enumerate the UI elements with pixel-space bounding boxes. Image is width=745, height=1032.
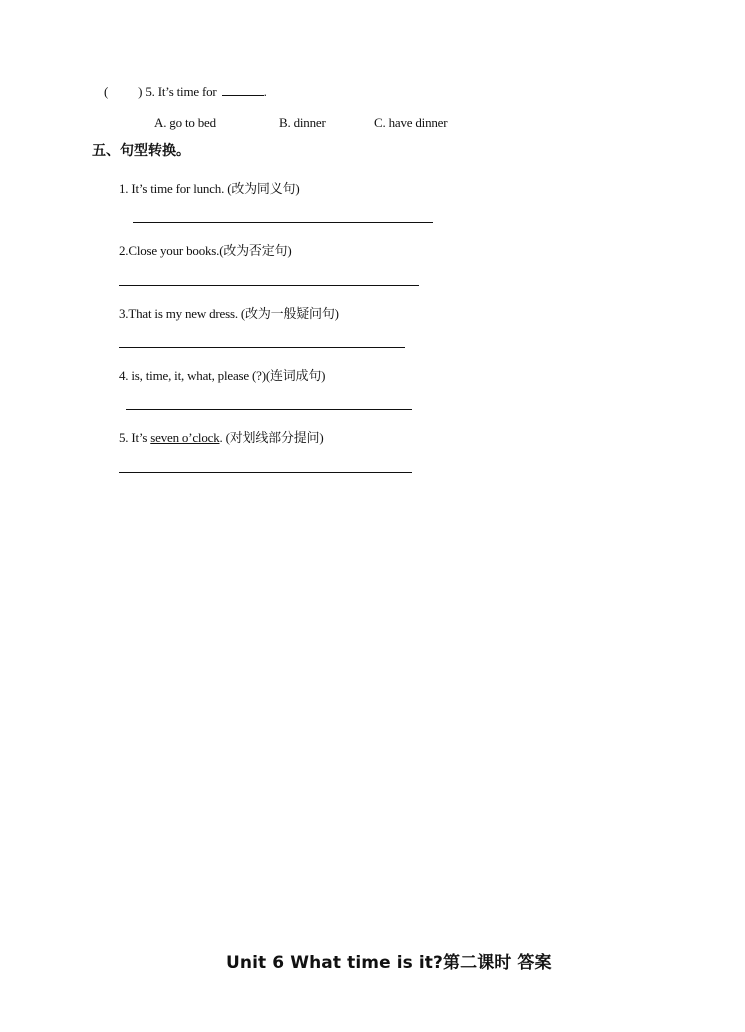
transform-item-2 xyxy=(119,240,291,259)
item-text-suffix: . (对划线部分提问) xyxy=(219,430,324,445)
answer-key-title: Unit 6 What time is it?第二课时 答案 xyxy=(226,953,552,973)
option-a: A. go to bed xyxy=(154,115,216,130)
answer-line-4[interactable] xyxy=(126,409,412,410)
answer-paren-close: ) xyxy=(138,84,143,99)
option-b: B. dinner xyxy=(279,115,326,130)
answer-line-2[interactable] xyxy=(119,285,419,286)
underlined-part: seven o’clock xyxy=(150,430,220,445)
section-title: 五、句型转换。 xyxy=(92,143,190,159)
answer-line-1[interactable] xyxy=(133,222,433,223)
question-5-stem xyxy=(104,84,267,100)
item-text: 1. It’s time for lunch. (改为同义句) xyxy=(119,181,300,196)
answer-paren-open: ( xyxy=(104,84,109,99)
question-stem-end: . xyxy=(263,84,267,99)
item-text: 2.Close your books.(改为否定句) xyxy=(119,243,292,258)
item-text: 3.That is my new dress. (改为一般疑问句) xyxy=(119,306,339,321)
question-number: 5. xyxy=(145,84,155,99)
answer-line-5[interactable] xyxy=(119,472,412,473)
transform-item-5 xyxy=(119,427,323,446)
answer-line-3[interactable] xyxy=(119,347,405,348)
item-text-prefix: 5. It’s xyxy=(119,430,151,445)
transform-item-4 xyxy=(119,365,325,384)
question-stem-text: It’s time for xyxy=(157,84,217,99)
transform-item-1 xyxy=(119,178,299,197)
fill-in-blank[interactable] xyxy=(222,84,264,96)
transform-item-3 xyxy=(119,303,339,322)
option-c: C. have dinner xyxy=(374,115,448,130)
item-text: 4. is, time, it, what, please (?)(连词成句) xyxy=(119,368,326,383)
